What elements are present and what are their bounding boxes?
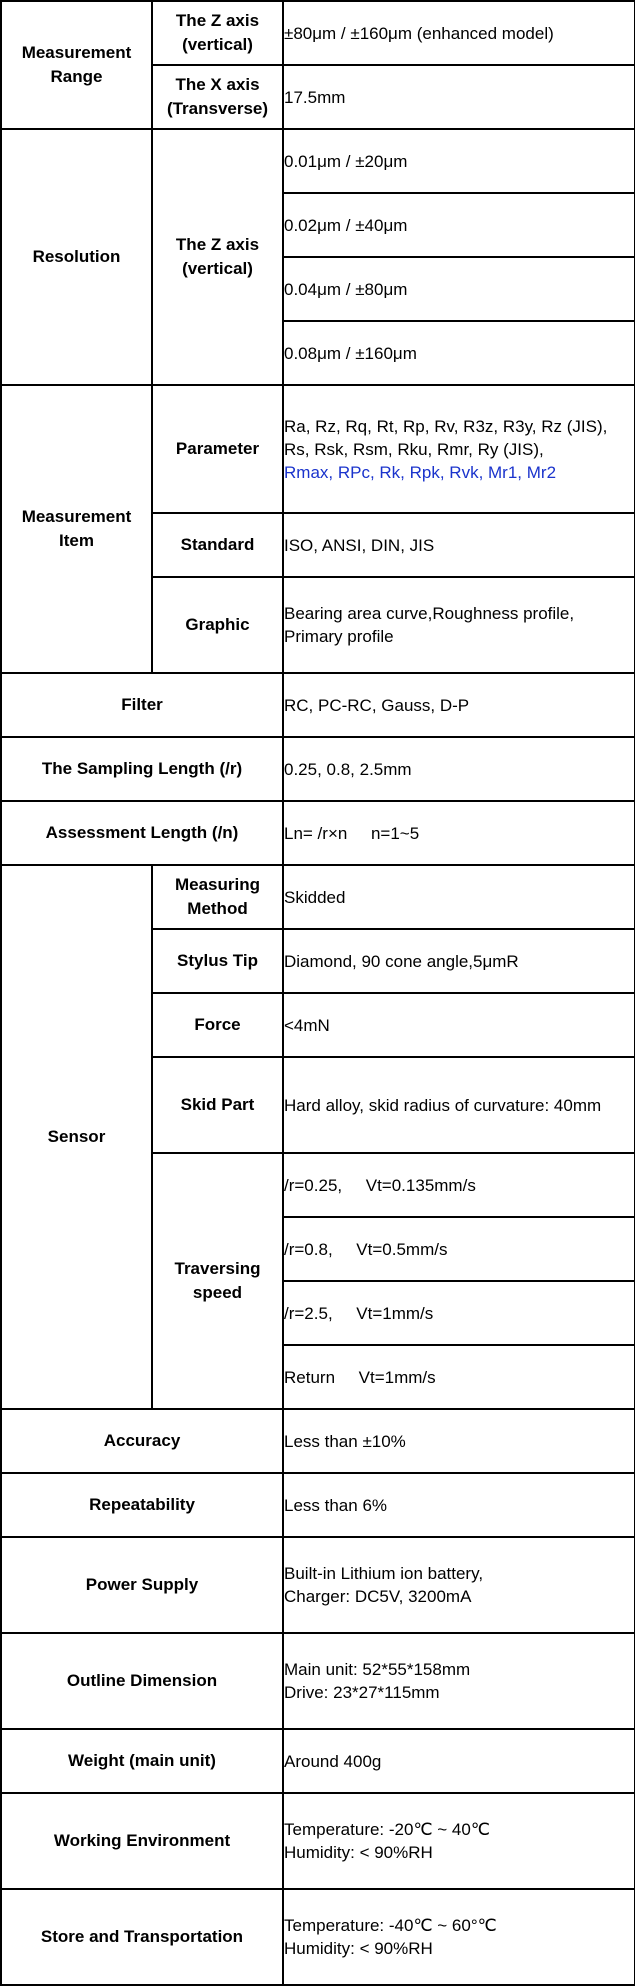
- table-row: [1, 129, 635, 193]
- filter-value: RC, PC-RC, Gauss, D-P: [283, 673, 635, 737]
- resolution-z-axis-label: The Z axis (vertical): [152, 129, 283, 385]
- store-transportation-label: Store and Transportation: [1, 1889, 283, 1985]
- power-supply-line: Charger: DC5V, 3200mA: [284, 1587, 472, 1606]
- table-row: [1, 1729, 635, 1793]
- skid-part-value: Hard alloy, skid radius of curvature: 40mm: [283, 1057, 635, 1153]
- weight-value: Around 400g: [283, 1729, 635, 1793]
- store-transportation-line: Temperature: -40℃ ~ 60°℃: [284, 1916, 497, 1935]
- working-environment-line: Humidity: < 90%RH: [284, 1843, 433, 1862]
- table-row: [1, 1409, 635, 1473]
- resolution-value: 0.08μm / ±160μm: [283, 321, 635, 385]
- sensor-label: Sensor: [1, 865, 152, 1409]
- outline-dimension-line: Main unit: 52*55*158mm: [284, 1660, 471, 1679]
- graphic-label: Graphic: [152, 577, 283, 673]
- standard-label: Standard: [152, 513, 283, 577]
- repeatability-value: Less than 6%: [283, 1473, 635, 1537]
- table-row: [1, 865, 635, 929]
- working-environment-label: Working Environment: [1, 1793, 283, 1889]
- measuring-method-value: Skidded: [283, 865, 635, 929]
- working-environment-line: Temperature: -20℃ ~ 40℃: [284, 1820, 490, 1839]
- power-supply-line: Built-in Lithium ion battery,: [284, 1564, 484, 1583]
- table-row: [1, 801, 635, 865]
- table-row: [1, 1793, 635, 1889]
- parameter-value: [283, 385, 635, 513]
- resolution-value: 0.04μm / ±80μm: [283, 257, 635, 321]
- x-axis-label: The X axis (Transverse): [152, 65, 283, 129]
- table-row: [1, 1, 635, 65]
- measurement-range-label: Measurement Range: [1, 1, 152, 129]
- table-row: [1, 385, 635, 513]
- parameter-label: Parameter: [152, 385, 283, 513]
- z-axis-range-value: ±80μm / ±160μm (enhanced model): [283, 1, 635, 65]
- sampling-length-value: 0.25, 0.8, 2.5mm: [283, 737, 635, 801]
- table-row: [1, 1537, 635, 1633]
- x-axis-range-value: 17.5mm: [283, 65, 635, 129]
- force-value: <4mN: [283, 993, 635, 1057]
- assessment-length-value: Ln= /r×n n=1~5: [283, 801, 635, 865]
- measuring-method-label: Measuring Method: [152, 865, 283, 929]
- parameter-value-extended: Rmax, RPc, Rk, Rpk, Rvk, Mr1, Mr2: [284, 462, 557, 482]
- traversing-speed-value: /r=0.25, Vt=0.135mm/s: [283, 1153, 635, 1217]
- table-row: [1, 1473, 635, 1537]
- power-supply-label: Power Supply: [1, 1537, 283, 1633]
- graphic-value: Bearing area curve,Roughness profile, Primary profile: [283, 577, 635, 673]
- parameter-value-standard: Ra, Rz, Rq, Rt, Rp, Rv, R3z, R3y, Rz (JIS), Rs, Rsk, Rsm, Rku, Rmr, Ry (JIS),: [284, 416, 608, 459]
- repeatability-label: Repeatability: [1, 1473, 283, 1537]
- outline-dimension-value: [283, 1633, 635, 1729]
- store-transportation-value: [283, 1889, 635, 1985]
- outline-dimension-line: Drive: 23*27*115mm: [284, 1683, 440, 1702]
- assessment-length-label: Assessment Length (/n): [1, 801, 283, 865]
- accuracy-value: Less than ±10%: [283, 1409, 635, 1473]
- traversing-speed-label: Traversing speed: [152, 1153, 283, 1409]
- stylus-tip-value: Diamond, 90 cone angle,5μmR: [283, 929, 635, 993]
- table-row: [1, 673, 635, 737]
- measurement-item-label: Measurement Item: [1, 385, 152, 673]
- table-row: [1, 1633, 635, 1729]
- traversing-speed-value: /r=2.5, Vt=1mm/s: [283, 1281, 635, 1345]
- force-label: Force: [152, 993, 283, 1057]
- z-axis-label: The Z axis (vertical): [152, 1, 283, 65]
- skid-part-label: Skid Part: [152, 1057, 283, 1153]
- working-environment-value: [283, 1793, 635, 1889]
- traversing-speed-value: /r=0.8, Vt=0.5mm/s: [283, 1217, 635, 1281]
- stylus-tip-label: Stylus Tip: [152, 929, 283, 993]
- resolution-label: Resolution: [1, 129, 152, 385]
- outline-dimension-label: Outline Dimension: [1, 1633, 283, 1729]
- standard-value: ISO, ANSI, DIN, JIS: [283, 513, 635, 577]
- accuracy-label: Accuracy: [1, 1409, 283, 1473]
- store-transportation-line: Humidity: < 90%RH: [284, 1939, 433, 1958]
- weight-label: Weight (main unit): [1, 1729, 283, 1793]
- table-row: [1, 1889, 635, 1985]
- resolution-value: 0.02μm / ±40μm: [283, 193, 635, 257]
- sampling-length-label: The Sampling Length (/r): [1, 737, 283, 801]
- table-row: [1, 737, 635, 801]
- power-supply-value: [283, 1537, 635, 1633]
- traversing-speed-value: Return Vt=1mm/s: [283, 1345, 635, 1409]
- resolution-value: 0.01μm / ±20μm: [283, 129, 635, 193]
- filter-label: Filter: [1, 673, 283, 737]
